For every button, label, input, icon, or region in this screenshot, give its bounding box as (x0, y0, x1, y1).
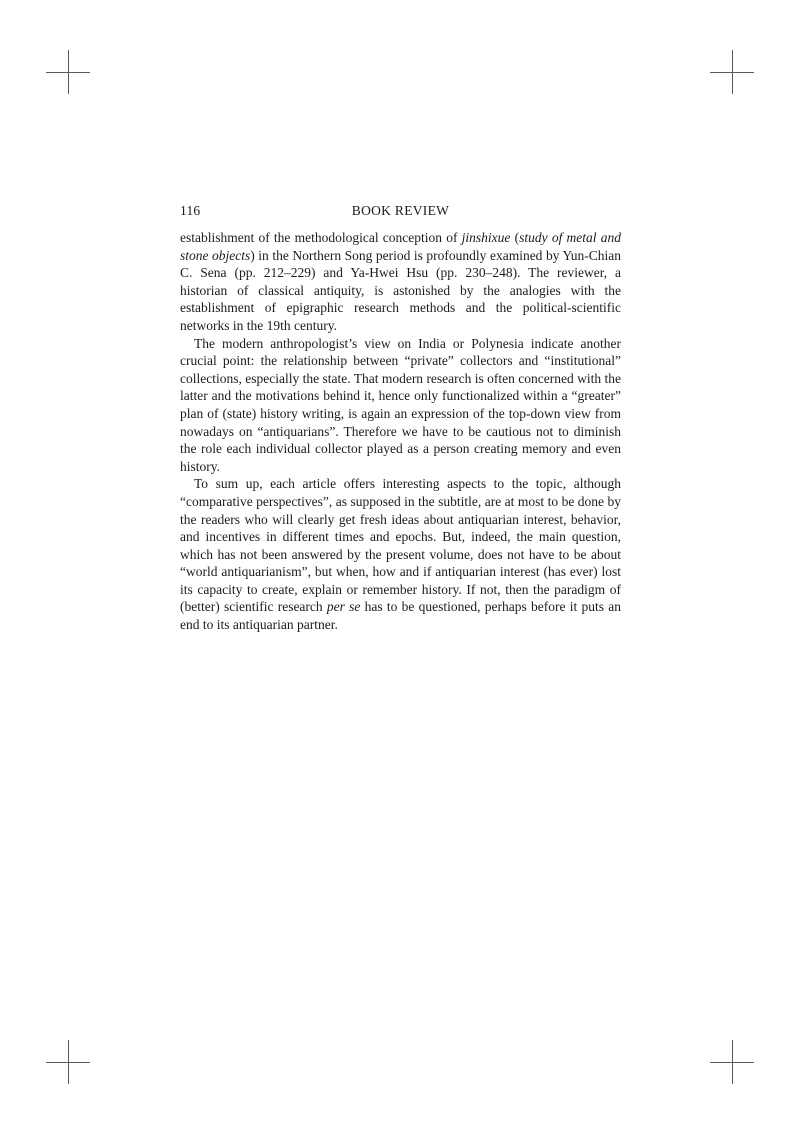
body-text (180, 229, 621, 634)
crop-mark-top-left (46, 50, 90, 94)
text-run: ) in the Northern Song period is profoundly examined by Yun-Chian C. Sena (pp. 212–229) and Ya-Hwei Hsu (pp. 230–248). The reviewer, a historian of classical antiquity, is astonished by the analogies with the establishment of epigraphic research methods and the political-scientific networks in the 19th century. (180, 247, 621, 333)
text-run: To sum up, each article offers interesting aspects to the topic, although “comparative perspectives”, as supposed in the subtitle, are at most to be done by the readers who will clearly get fresh ideas about antiquarian interest, behavior, and incentives in different times and epochs. But, indeed, the main question, which has not been answered by the present volume, does not have to be about “world antiquarianism”, but when, how and if antiquarian interest (has ever) lost its capacity to create, explain or remember history. If not, then the paradigm of (better) scientific research (180, 476, 621, 615)
italic-text-run: per se (326, 599, 361, 615)
crop-mark-top-right (710, 50, 754, 94)
crop-mark-bottom-right (710, 1040, 754, 1084)
running-head-title: BOOK REVIEW (351, 203, 450, 218)
paragraph (180, 229, 621, 335)
italic-text-run: study of metal and stone objects (180, 230, 621, 263)
page-number: 116 (180, 203, 201, 218)
text-run: The modern anthropologist’s view on India or Polynesia indicate another crucial point: the relationship between “private” collectors and “institutional” collections, especially the state. That modern research is often concerned with the latter and the motivations behind it, hence only functionalized within a “greater” plan of (state) history writing, is again an expression of the top-down view from nowadays on “antiquarians”. Therefore we have to be cautious not to diminish the role each individual collector played as a person creating memory and even history. (180, 335, 621, 474)
paragraph (180, 475, 621, 633)
text-run: ( (510, 230, 520, 245)
text-run: has to be questioned, perhaps before it puts an end to its antiquarian partner. (180, 599, 621, 633)
italic-text-run: jinshixue (461, 230, 511, 245)
text-run: establishment of the methodological conception of (180, 230, 462, 245)
text-block (180, 202, 621, 634)
crop-mark-bottom-left (46, 1040, 90, 1084)
running-header (180, 202, 621, 219)
paragraph (180, 335, 621, 476)
